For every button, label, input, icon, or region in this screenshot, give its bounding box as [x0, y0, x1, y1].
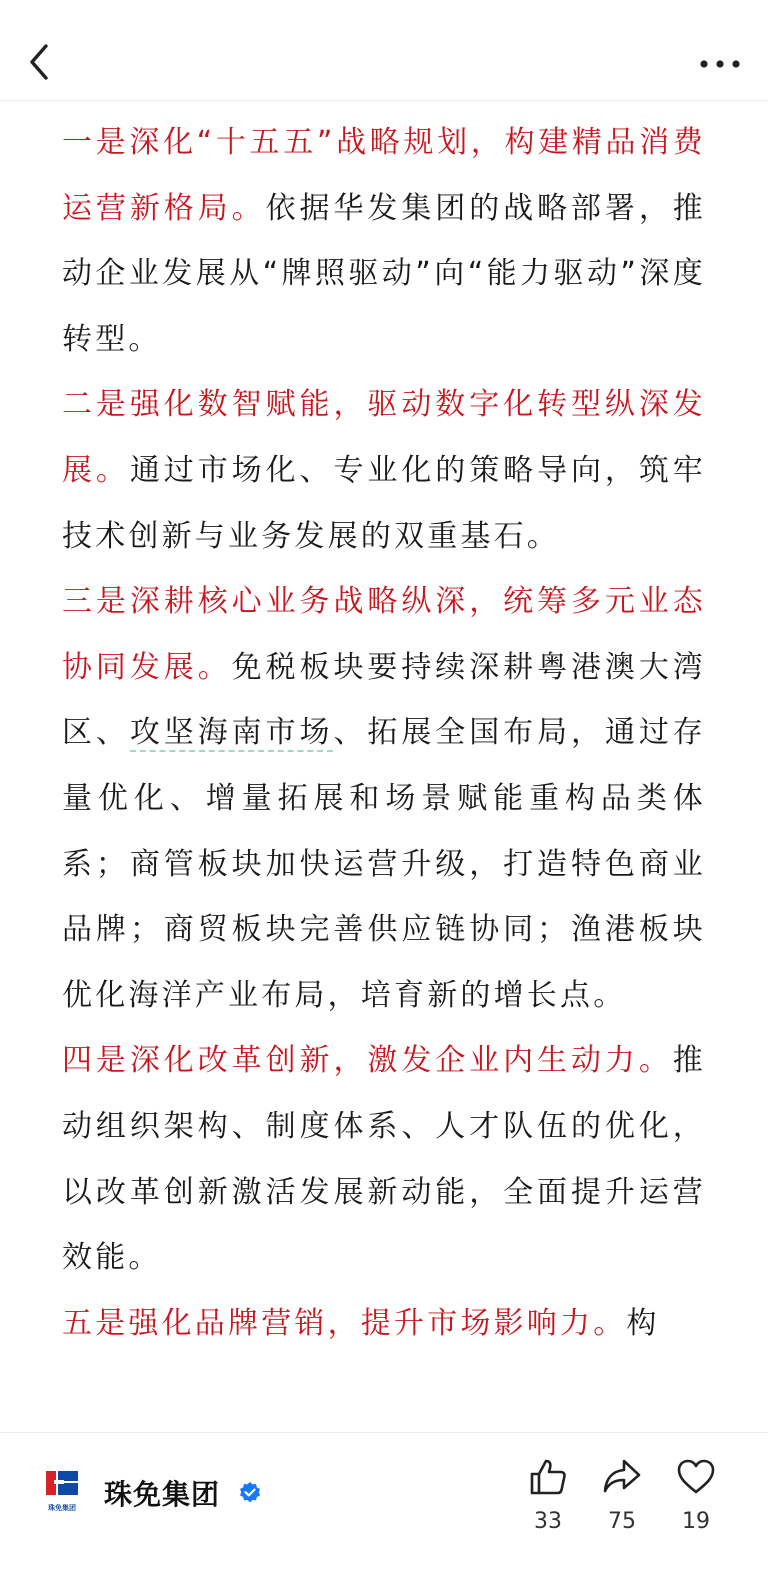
verified-badge-icon — [238, 1481, 262, 1505]
heart-icon — [676, 1457, 716, 1497]
paragraph-1 — [62, 110, 706, 372]
favorite-count: 19 — [682, 1509, 710, 1534]
paragraph-5-heading: 五是强化品牌营销，提升市场影响力。 — [62, 1305, 627, 1341]
paragraph-2-heading: 二是强化数智赋能，驱动数字化转型纵深发展。 — [62, 387, 706, 488]
paragraph-2 — [62, 372, 706, 569]
hainan-market-link[interactable]: 攻坚海南市场 — [129, 715, 334, 751]
bottom-action-bar — [0, 1432, 768, 1596]
paragraph-2-text: 通过市场化、专业化的策略导向，筑牢技术创新与业务发展的双重基石。 — [62, 452, 706, 554]
paragraph-3-text-a: 免税板块要持续深耕粤港澳大湾区、 — [62, 649, 706, 751]
share-count: 75 — [608, 1509, 636, 1534]
paragraph-3-heading: 三是深耕核心业务战略纵深，统筹多元业态协同发展。 — [62, 584, 706, 685]
paragraph-5-text: 构 — [626, 1305, 660, 1341]
paragraph-4-heading: 四是深化改革创新，激发企业内生动力。 — [62, 1043, 673, 1079]
share-button[interactable] — [590, 1457, 654, 1534]
thumbs-up-icon — [528, 1457, 568, 1497]
paragraph-3-text-b: 、拓展全国布局，通过存量优化、增量拓展和场景赋能重构品类体系；商管板块加快运营升级，打造特色商业品牌；商贸板块完善供应链协同；渔港板块优化海洋产业布局，培育新的增长点。 — [62, 715, 707, 1013]
paragraph-3 — [62, 569, 706, 1028]
like-count: 33 — [534, 1509, 562, 1534]
article-body — [62, 110, 706, 1356]
favorite-button[interactable] — [664, 1457, 728, 1534]
share-forward-icon — [602, 1457, 642, 1497]
more-horizontal-icon — [694, 46, 746, 82]
back-button[interactable] — [22, 38, 62, 86]
paragraph-1-heading: 一是深化“十五五”战略规划，构建精品消费运营新格局。 — [62, 125, 706, 226]
account-logo[interactable] — [40, 1469, 84, 1517]
paragraph-4 — [62, 1028, 706, 1290]
paragraph-1-text: 依据华发集团的战略部署，推动企业发展从“牌照驱动”向“能力驱动”深度转型。 — [62, 190, 707, 357]
zhumian-logo-icon — [40, 1469, 84, 1501]
like-button[interactable] — [516, 1457, 580, 1534]
logo-caption: 珠免集团 — [48, 1504, 76, 1512]
chevron-left-icon — [22, 38, 62, 86]
top-navigation-bar — [0, 0, 768, 101]
account-name[interactable]: 珠免集团 — [104, 1478, 221, 1511]
paragraph-4-text: 推动组织架构、制度体系、人才队伍的优化，以改革创新激活发展新动能，全面提升运营效能。 — [62, 1043, 706, 1276]
paragraph-5 — [62, 1291, 706, 1357]
more-options-button[interactable] — [694, 46, 746, 82]
